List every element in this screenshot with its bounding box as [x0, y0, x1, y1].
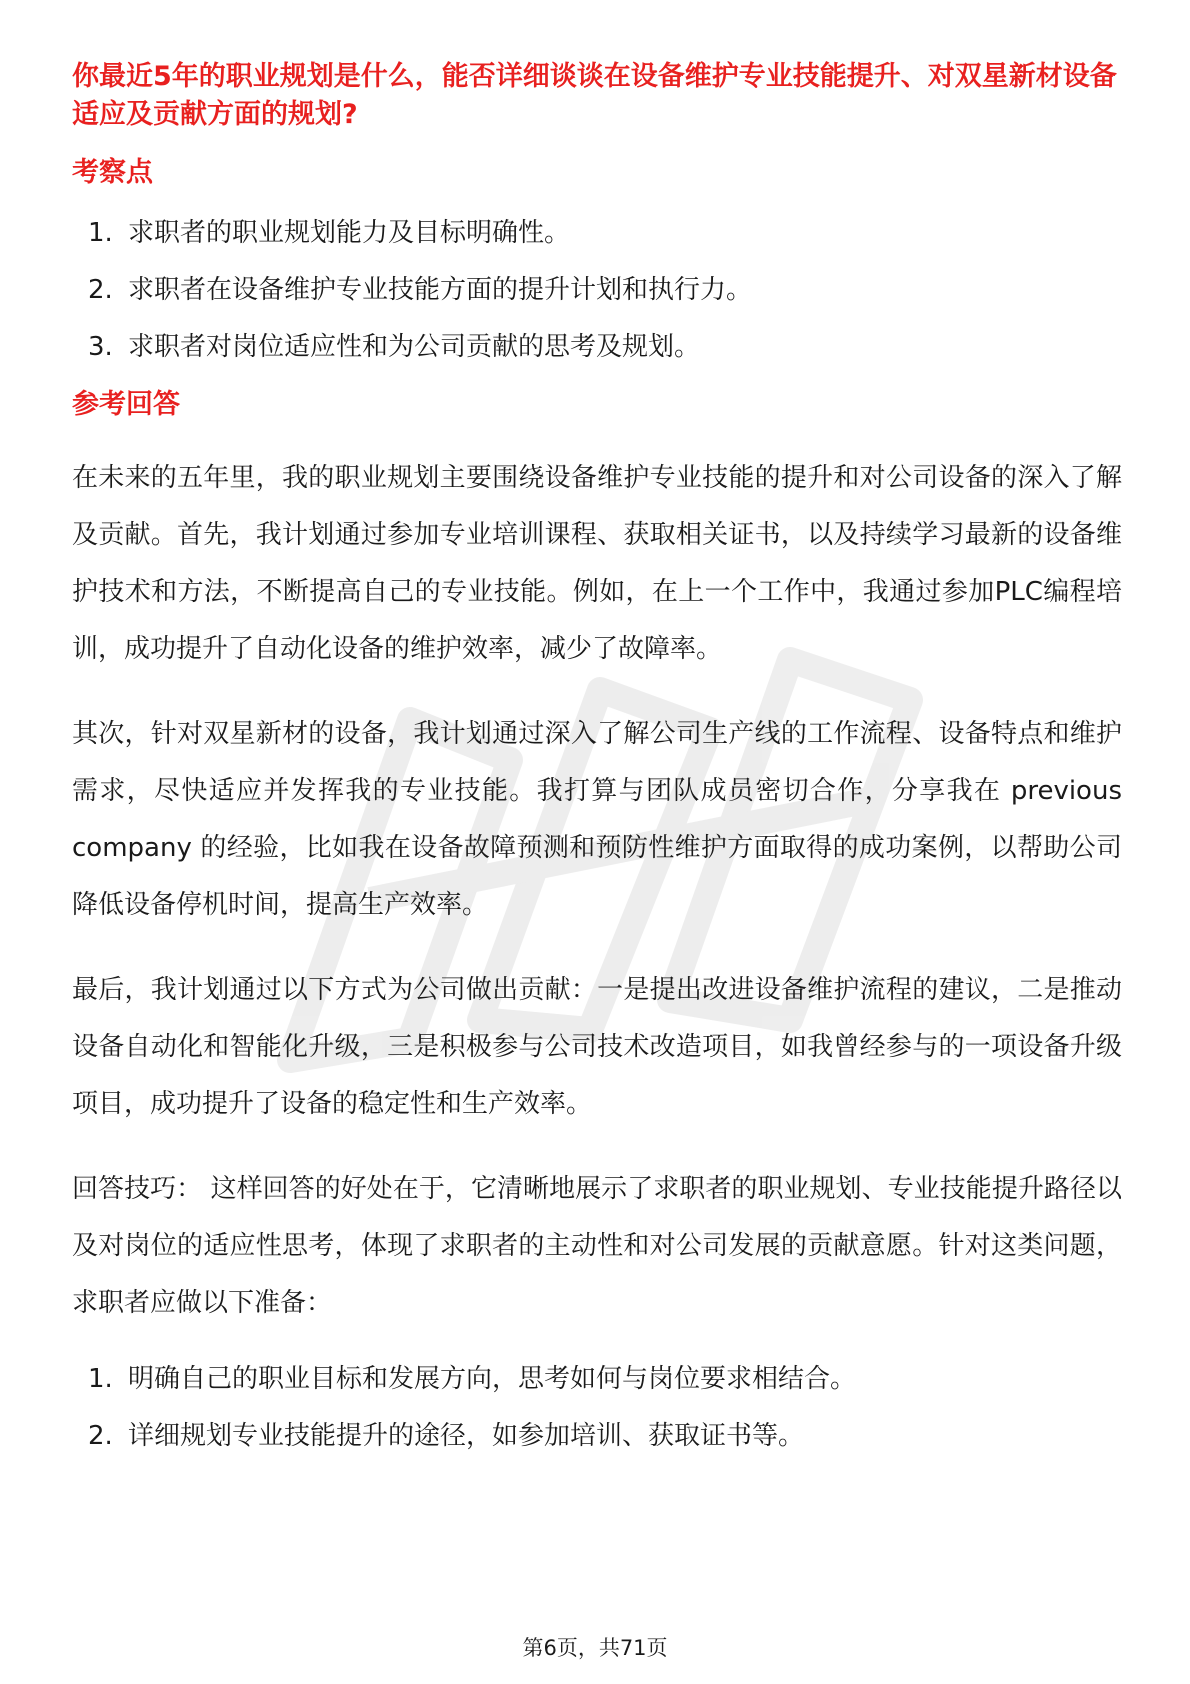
- list-number: 2.: [88, 275, 113, 305]
- list-text: 详细规划专业技能提升的途径，如参加培训、获取证书等。: [128, 1421, 805, 1451]
- list-number: 3.: [88, 332, 113, 362]
- list-item: [72, 1417, 1122, 1455]
- focus-heading: 考察点: [72, 157, 153, 188]
- focus-list: [72, 214, 1122, 366]
- list-item: [72, 214, 1122, 252]
- list-number: 1.: [88, 218, 113, 248]
- list-text: 求职者的职业规划能力及目标明确性。: [128, 218, 571, 248]
- tips-paragraph: 回答技巧： 这样回答的好处在于，它清晰地展示了求职者的职业规划、专业技能提升路径以及对岗位的适应性思考，体现了求职者的主动性和对公司发展的贡献意愿。针对这类问题，求职者应做以下准备：: [72, 1174, 1122, 1318]
- list-text: 明确自己的职业目标和发展方向，思考如何与岗位要求相结合。: [128, 1364, 857, 1394]
- list-number: 2.: [88, 1421, 113, 1451]
- list-text: 求职者在设备维护专业技能方面的提升计划和执行力。: [128, 275, 753, 305]
- answer-paragraph: 最后，我计划通过以下方式为公司做出贡献：一是提出改进设备维护流程的建议，二是推动设备自动化和智能化升级，三是积极参与公司技术改造项目，如我曾经参与的一项设备升级项目，成功提升了设备的稳定性和生产效率。: [72, 975, 1122, 1119]
- answer-heading: 参考回答: [72, 389, 180, 420]
- list-number: 1.: [88, 1364, 113, 1394]
- tips-list: [72, 1360, 1122, 1455]
- answer-paragraph: 在未来的五年里，我的职业规划主要围绕设备维护专业技能的提升和对公司设备的深入了解及贡献。首先，我计划通过参加专业培训课程、获取相关证书，以及持续学习最新的设备维护技术和方法，不断提高自己的专业技能。例如，在上一个工作中，我通过参加PLC编程培训，成功提升了自动化设备的维护效率，减少了故障率。: [72, 463, 1122, 664]
- answer-paragraph: 其次，针对双星新材的设备，我计划通过深入了解公司生产线的工作流程、设备特点和维护需求，尽快适应并发挥我的专业技能。我打算与团队成员密切合作，分享我在 previous company 的经验，比如我在设备故障预测和预防性维护方面取得的成功案例，以帮助公司降低设备停机时间，提高生产效率。: [72, 719, 1122, 920]
- main-content: [72, 58, 1122, 1474]
- list-text: 求职者对岗位适应性和为公司贡献的思考及规划。: [128, 332, 701, 362]
- page-footer: 第6页，共71页: [522, 1636, 668, 1660]
- list-item: [72, 328, 1122, 366]
- list-item: [72, 1360, 1122, 1398]
- list-item: [72, 271, 1122, 309]
- question-title: 你最近5年的职业规划是什么，能否详细谈谈在设备维护专业技能提升、对双星新材设备适应及贡献方面的规划?: [72, 61, 1117, 130]
